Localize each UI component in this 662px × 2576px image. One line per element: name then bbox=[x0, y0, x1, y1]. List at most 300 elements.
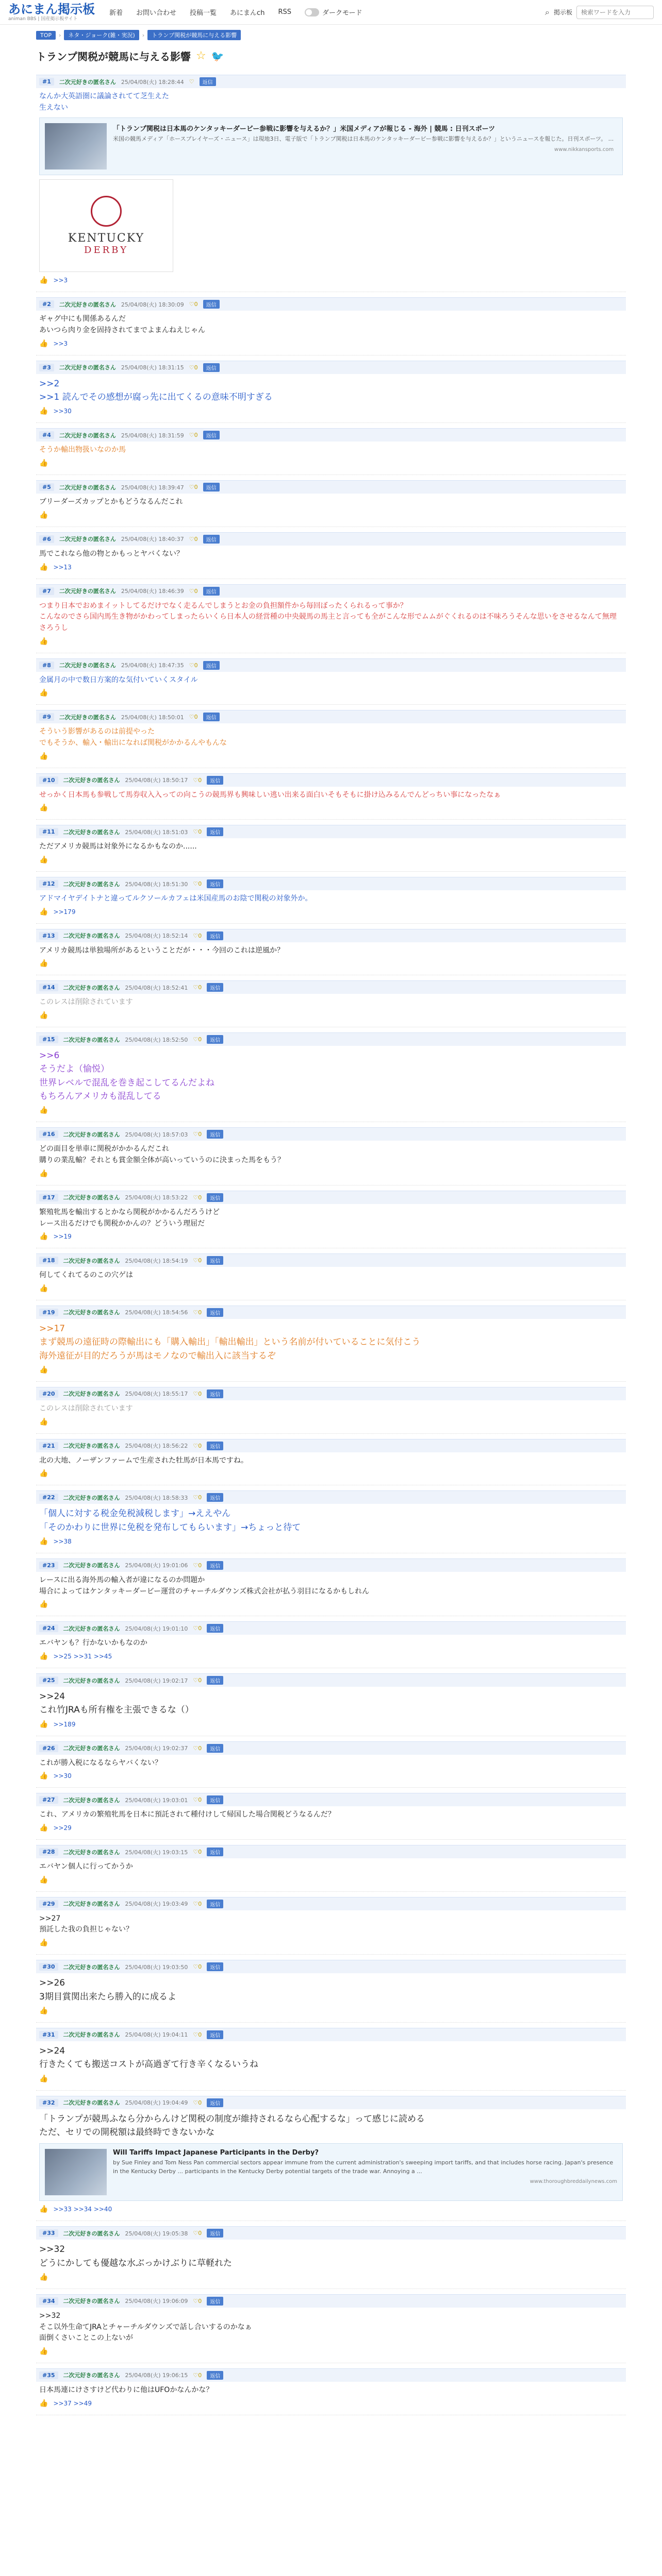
good-hand-icon[interactable]: 👍 bbox=[39, 1720, 48, 1728]
good-count[interactable]: ♡0 bbox=[189, 714, 198, 721]
good-count[interactable]: ♡0 bbox=[193, 932, 202, 939]
post-meta bbox=[36, 710, 626, 723]
post-footer bbox=[36, 511, 626, 519]
search-icon[interactable]: ⌕ bbox=[545, 7, 550, 17]
post-footer bbox=[36, 689, 626, 697]
post bbox=[36, 768, 626, 820]
post-body: 日本馬連にけさすけど代わりに他はUFOかなんかな？ bbox=[39, 2385, 213, 2394]
good-hand-icon[interactable]: 👍 bbox=[39, 2074, 48, 2083]
good-count[interactable]: ♡0 bbox=[193, 1677, 202, 1684]
link-card[interactable] bbox=[39, 2143, 623, 2201]
good-count[interactable]: ♡0 bbox=[193, 880, 202, 887]
post-footer bbox=[36, 2347, 626, 2355]
reply-links[interactable]: >>25 >>31 >>45 bbox=[53, 1653, 112, 1660]
poster-name: 二次元好きの匿名さん bbox=[63, 1257, 120, 1264]
reply-links[interactable]: >>3 bbox=[53, 340, 68, 347]
post-number[interactable]: #26 bbox=[39, 1744, 58, 1752]
good-count[interactable]: ♡0 bbox=[193, 1257, 202, 1264]
post-number[interactable]: #10 bbox=[39, 776, 58, 784]
post bbox=[36, 1553, 626, 1616]
post-footer bbox=[36, 959, 626, 968]
post-footer bbox=[36, 276, 626, 284]
reply-button[interactable]: 返信 bbox=[207, 931, 223, 940]
poster-name: 二次元好きの匿名さん bbox=[63, 984, 120, 991]
good-hand-icon[interactable]: 👍 bbox=[39, 459, 48, 468]
post-body: ブリーダーズカップとかもどうなるんだこれ bbox=[39, 498, 183, 506]
good-count[interactable]: ♡0 bbox=[193, 2371, 202, 2379]
good-count[interactable]: ♡0 bbox=[193, 2031, 202, 2038]
poster-name: 二次元好きの匿名さん bbox=[59, 536, 116, 543]
post-number[interactable]: #14 bbox=[39, 984, 58, 991]
good-hand-icon[interactable]: 👍 bbox=[39, 959, 48, 968]
nav-new[interactable]: 新着 bbox=[109, 9, 123, 17]
poster-name: 二次元好きの匿名さん bbox=[63, 1901, 120, 1908]
post bbox=[36, 2289, 626, 2363]
good-hand-icon[interactable]: 👍 bbox=[39, 407, 48, 416]
post-footer bbox=[36, 1772, 626, 1780]
post bbox=[36, 579, 626, 653]
reply-links[interactable]: >>19 bbox=[53, 1233, 72, 1241]
post-body: >>24 これ竹JRAも所有権を主張できるな（） bbox=[39, 1691, 194, 1716]
post-body: 北の大地、ノーザンファームで生産された牡馬が日本馬ですね。 bbox=[39, 1456, 249, 1465]
reply-links[interactable]: >>30 bbox=[53, 1772, 72, 1780]
post-number[interactable]: #17 bbox=[39, 1194, 58, 1201]
reply-button[interactable]: 返信 bbox=[207, 1624, 223, 1633]
link-thumbnail bbox=[45, 123, 107, 170]
post-number[interactable]: #23 bbox=[39, 1562, 58, 1569]
good-count[interactable]: ♡0 bbox=[193, 776, 202, 784]
post-number[interactable]: #28 bbox=[39, 1848, 58, 1856]
post-body: >>6 そうだよ（愉悦） 世界レベルで混乱を巻き起こしてるんだよね もちろんアメリカも混乱してる bbox=[39, 1050, 214, 1102]
reply-links[interactable]: >>29 bbox=[53, 1824, 72, 1832]
reply-button[interactable]: 返信 bbox=[207, 1308, 223, 1317]
good-count[interactable]: ♡0 bbox=[193, 1390, 202, 1397]
good-count[interactable]: ♡0 bbox=[193, 1036, 202, 1043]
good-hand-icon[interactable]: 👍 bbox=[39, 563, 48, 571]
link-card-title[interactable]: Will Tariffs Impact Japanese Participants in the Derby? bbox=[113, 2149, 319, 2157]
reply-button[interactable]: 返信 bbox=[207, 1676, 223, 1685]
reply-button[interactable]: 返信 bbox=[207, 1442, 223, 1450]
good-count[interactable]: ♡0 bbox=[189, 535, 198, 543]
post-number[interactable]: #9 bbox=[39, 713, 54, 721]
reply-button[interactable]: 返信 bbox=[203, 587, 220, 596]
post bbox=[36, 924, 626, 976]
post-date: 25/04/08(火) 18:58:33 bbox=[125, 1494, 188, 1501]
post-number[interactable]: #1 bbox=[39, 78, 54, 86]
good-count[interactable]: ♡ bbox=[189, 78, 194, 85]
good-count[interactable]: ♡0 bbox=[193, 828, 202, 836]
good-hand-icon[interactable]: 👍 bbox=[39, 2347, 48, 2355]
post-number[interactable]: #4 bbox=[39, 431, 54, 439]
good-hand-icon[interactable]: 👍 bbox=[39, 752, 48, 760]
post-date: 25/04/08(火) 18:54:56 bbox=[125, 1309, 188, 1316]
post-number[interactable]: #20 bbox=[39, 1390, 58, 1398]
good-hand-icon[interactable]: 👍 bbox=[39, 2399, 48, 2408]
good-hand-icon[interactable]: 👍 bbox=[39, 2006, 48, 2015]
post-body: >>32 そこ以外生命てJRAとチャーチルダウンズで話し合いするのかなぁ 面倒くさいことこの上ないが bbox=[39, 2311, 252, 2343]
post-body: エバヤンも？行かないかもなのか bbox=[39, 1639, 147, 1648]
post-date: 25/04/08(火) 18:50:01 bbox=[121, 714, 184, 721]
post-meta bbox=[36, 1191, 626, 1204]
reply-button[interactable]: 返信 bbox=[207, 1744, 223, 1753]
link-card-desc: 米国の競馬メディア「ホースプレイヤーズ・ニュース」は現地3日、電子版で「トランプ関税は日本馬のケンタッキーダービー参戦に影響を与えるか？」というニュースを報じた。日刊スポーツ。 ... bbox=[113, 135, 614, 143]
good-hand-icon[interactable]: 👍 bbox=[39, 1469, 48, 1478]
post-body: このレスは削除されています bbox=[39, 1404, 133, 1413]
poster-name: 二次元好きの匿名さん bbox=[63, 1443, 120, 1450]
good-count[interactable]: ♡0 bbox=[189, 662, 198, 669]
nav-contact[interactable]: お問い合わせ bbox=[136, 9, 177, 17]
good-count[interactable]: ♡0 bbox=[189, 301, 198, 308]
nav-posts[interactable]: 投稿一覧 bbox=[190, 9, 217, 17]
post-number[interactable]: #15 bbox=[39, 1036, 58, 1043]
good-count[interactable]: ♡0 bbox=[193, 1900, 202, 1907]
good-count[interactable]: ♡0 bbox=[193, 984, 202, 991]
post-number[interactable]: #25 bbox=[39, 1676, 58, 1684]
dark-mode-label: ダークモード bbox=[322, 9, 362, 17]
post-date: 25/04/08(火) 18:46:39 bbox=[121, 588, 184, 595]
good-hand-icon[interactable]: 👍 bbox=[39, 1600, 48, 1609]
reply-links[interactable]: >>37 >>49 bbox=[53, 2399, 92, 2407]
good-hand-icon[interactable]: 👍 bbox=[39, 1939, 48, 1947]
poster-name: 二次元好きの匿名さん bbox=[63, 1745, 120, 1752]
good-count[interactable]: ♡0 bbox=[193, 1744, 202, 1752]
reply-button[interactable]: 返信 bbox=[207, 1035, 223, 1044]
post-number[interactable]: #24 bbox=[39, 1624, 58, 1632]
breadcrumb-top[interactable]: TOP bbox=[36, 31, 56, 40]
link-card[interactable] bbox=[39, 117, 623, 175]
poster-name: 二次元好きの匿名さん bbox=[59, 662, 116, 669]
good-count[interactable]: ♡0 bbox=[193, 1494, 202, 1501]
post-body: 何してくれてるのこの穴ゲは bbox=[39, 1271, 133, 1280]
post-meta bbox=[36, 1960, 626, 1973]
post-footer bbox=[36, 2205, 626, 2213]
post-footer bbox=[36, 1876, 626, 1884]
good-count[interactable]: ♡0 bbox=[193, 1562, 202, 1569]
good-hand-icon[interactable]: 👍 bbox=[39, 1169, 48, 1178]
poster-name: 二次元好きの匿名さん bbox=[63, 828, 120, 836]
post-date: 25/04/08(火) 18:39:47 bbox=[121, 484, 184, 491]
good-hand-icon[interactable]: 👍 bbox=[39, 1537, 48, 1546]
good-hand-icon[interactable]: 👍 bbox=[39, 1284, 48, 1293]
good-count[interactable]: ♡0 bbox=[189, 587, 198, 595]
post-number[interactable]: #13 bbox=[39, 932, 58, 940]
poster-name: 二次元好きの匿名さん bbox=[59, 588, 116, 595]
post-body: アドマイヤデイトナと違ってルクソールカフェは米国産馬のお陰で関税の対象外か。 bbox=[39, 894, 312, 903]
dark-mode-toggle[interactable] bbox=[305, 7, 362, 17]
post-date: 25/04/08(火) 18:51:30 bbox=[125, 880, 188, 888]
reply-button[interactable]: 返信 bbox=[203, 300, 220, 309]
reply-links[interactable]: >>189 bbox=[53, 1720, 76, 1728]
post-meta bbox=[36, 1621, 626, 1635]
post bbox=[36, 2363, 626, 2415]
post-body: これ、アメリカの繁殖牝馬を日本に預託されて種付けして帰国した場合関税どうなるんだ？ bbox=[39, 1810, 335, 1819]
reply-links[interactable]: >>13 bbox=[53, 563, 72, 571]
reply-button[interactable]: 返信 bbox=[207, 827, 223, 836]
nav-rss[interactable]: RSS bbox=[278, 8, 291, 16]
reply-button[interactable]: 返信 bbox=[207, 1256, 223, 1265]
post-footer bbox=[36, 1232, 626, 1241]
post-number[interactable]: #30 bbox=[39, 1963, 58, 1971]
reply-button[interactable]: 返信 bbox=[200, 77, 216, 86]
post-date: 25/04/08(火) 18:56:22 bbox=[125, 1443, 188, 1450]
reply-button[interactable]: 返信 bbox=[207, 1130, 223, 1139]
link-card-url: www.thoroughbreddailynews.com bbox=[529, 2179, 617, 2185]
good-count[interactable]: ♡0 bbox=[193, 2099, 202, 2106]
post-footer bbox=[36, 2273, 626, 2281]
post-body: 「個人に対する税金免税減税します」→ええやん 「そのかわりに世界に免税を発布してもらいます」→ちょっと待て bbox=[39, 1509, 301, 1533]
post-number[interactable]: #16 bbox=[39, 1130, 58, 1138]
post-date: 25/04/08(火) 19:01:06 bbox=[125, 1562, 188, 1569]
reply-button[interactable]: 返信 bbox=[203, 535, 220, 544]
post-footer bbox=[36, 2075, 626, 2083]
post bbox=[36, 2091, 626, 2222]
nav-animanch[interactable]: あにまんch bbox=[230, 9, 265, 17]
good-hand-icon[interactable]: 👍 bbox=[39, 1772, 48, 1781]
post-number[interactable]: #12 bbox=[39, 880, 58, 888]
post-footer bbox=[36, 1824, 626, 1832]
post bbox=[36, 1185, 626, 1248]
reply-button[interactable]: 返信 bbox=[207, 2098, 223, 2107]
logo-main[interactable]: あにまん掲示板 bbox=[8, 2, 95, 16]
post-date: 25/04/08(火) 19:03:50 bbox=[125, 1963, 188, 1971]
post-number[interactable]: #6 bbox=[39, 535, 54, 543]
poster-name: 二次元好きの匿名さん bbox=[63, 1849, 120, 1856]
post-number[interactable]: #19 bbox=[39, 1309, 58, 1316]
post-number[interactable]: #33 bbox=[39, 2229, 58, 2237]
post-date: 25/04/08(火) 19:05:38 bbox=[125, 2230, 188, 2237]
post bbox=[36, 705, 626, 768]
link-card-title[interactable]: 「トランプ関税は日本馬のケンタッキーダービー参戦に影響を与えるか？」米国メディアが報じる - 海外 | 競馬 : 日刊スポーツ bbox=[113, 125, 495, 133]
good-hand-icon[interactable]: 👍 bbox=[39, 276, 48, 285]
post-meta bbox=[36, 361, 626, 374]
post-number[interactable]: #3 bbox=[39, 364, 54, 371]
reply-button[interactable]: 返信 bbox=[207, 2371, 223, 2380]
good-count[interactable]: ♡0 bbox=[193, 2297, 202, 2304]
good-hand-icon[interactable]: 👍 bbox=[39, 1875, 48, 1884]
poster-name: 二次元好きの匿名さん bbox=[63, 933, 120, 940]
post-body: このレスは削除されています bbox=[39, 998, 133, 1007]
post-date: 25/04/08(火) 18:53:22 bbox=[125, 1194, 188, 1201]
post-body: >>32 どうにかしても優越な水ぶっかけぶりに草軽れた bbox=[39, 2244, 232, 2268]
reply-button[interactable]: 返信 bbox=[207, 879, 223, 888]
good-count[interactable]: ♡0 bbox=[193, 1194, 202, 1201]
post-meta bbox=[36, 825, 626, 838]
good-hand-icon[interactable]: 👍 bbox=[39, 1652, 48, 1661]
reply-links[interactable]: >>179 bbox=[53, 908, 76, 916]
breadcrumb-thread[interactable]: トランプ関税が競馬に与える影響 bbox=[147, 30, 241, 40]
good-hand-icon[interactable]: 👍 bbox=[39, 1365, 48, 1374]
poster-name: 二次元好きの匿名さん bbox=[59, 301, 116, 308]
post-meta bbox=[36, 1387, 626, 1400]
reply-button[interactable]: 返信 bbox=[207, 1493, 223, 1502]
good-count[interactable]: ♡0 bbox=[193, 1963, 202, 1971]
reply-button[interactable]: 返信 bbox=[207, 1561, 223, 1570]
reply-button[interactable]: 返信 bbox=[207, 1900, 223, 1908]
post-footer bbox=[36, 563, 626, 571]
reply-button[interactable]: 返信 bbox=[207, 2229, 223, 2238]
post-footer bbox=[36, 1720, 626, 1728]
poster-name: 二次元好きの匿名さん bbox=[63, 2230, 120, 2237]
good-hand-icon[interactable]: 👍 bbox=[39, 339, 48, 348]
twitter-share-icon[interactable]: 🐦 bbox=[211, 49, 224, 62]
good-count[interactable]: ♡0 bbox=[193, 1797, 202, 1804]
reply-button[interactable]: 返信 bbox=[203, 713, 220, 721]
post-meta bbox=[36, 1741, 626, 1755]
post-number[interactable]: #27 bbox=[39, 1796, 58, 1804]
post-number[interactable]: #34 bbox=[39, 2297, 58, 2305]
good-count[interactable]: ♡0 bbox=[189, 484, 198, 491]
post-body: ただアメリカ競馬は対象外になるかもなのか...... bbox=[39, 842, 197, 851]
post-body: なんか大英語圏に議論されてて芝生えた 生えない bbox=[39, 92, 169, 112]
good-hand-icon[interactable]: 👍 bbox=[39, 2205, 48, 2214]
good-hand-icon[interactable]: 👍 bbox=[39, 804, 48, 812]
post bbox=[36, 70, 626, 292]
post bbox=[36, 292, 626, 355]
poster-name: 二次元好きの匿名さん bbox=[63, 880, 120, 888]
post bbox=[36, 1616, 626, 1668]
post-number[interactable]: #18 bbox=[39, 1257, 58, 1264]
good-count[interactable]: ♡0 bbox=[193, 1131, 202, 1138]
post bbox=[36, 2221, 626, 2289]
reply-button[interactable]: 返信 bbox=[203, 363, 220, 372]
reply-button[interactable]: 返信 bbox=[207, 1389, 223, 1398]
post-meta bbox=[36, 75, 626, 88]
post-number[interactable]: #7 bbox=[39, 587, 54, 595]
post-meta bbox=[36, 658, 626, 672]
post-date: 25/04/08(火) 18:31:15 bbox=[121, 364, 184, 371]
poster-name: 二次元好きの匿名さん bbox=[63, 2099, 120, 2107]
good-hand-icon[interactable]: 👍 bbox=[39, 637, 48, 646]
post-date: 25/04/08(火) 18:40:37 bbox=[121, 536, 184, 543]
reply-button[interactable]: 返信 bbox=[207, 1848, 223, 1856]
post-body: そうか輸出物扱いなのか馬 bbox=[39, 446, 126, 454]
good-hand-icon[interactable]: 👍 bbox=[39, 2273, 48, 2281]
toggle-switch[interactable] bbox=[305, 8, 319, 16]
post-number[interactable]: #22 bbox=[39, 1494, 58, 1501]
post-number[interactable]: #5 bbox=[39, 483, 54, 491]
post-meta bbox=[36, 2096, 626, 2109]
post-number[interactable]: #21 bbox=[39, 1442, 58, 1450]
post-meta bbox=[36, 1793, 626, 1806]
post-meta bbox=[36, 773, 626, 787]
good-hand-icon[interactable]: 👍 bbox=[39, 511, 48, 519]
breadcrumb-category[interactable]: ネタ・ジョーク(雑・実況) bbox=[64, 30, 139, 40]
post-date: 25/04/08(火) 18:55:17 bbox=[125, 1391, 188, 1398]
post-date: 25/04/08(火) 18:57:03 bbox=[125, 1131, 188, 1138]
post-body: 「トランプが競馬ふなら分からんけど関税の制度が維持されるなら心配するな」って感じに読める ただ、セリでの開税額は最終時できないかな bbox=[39, 2113, 425, 2138]
reply-button[interactable]: 返信 bbox=[207, 1193, 223, 1202]
good-hand-icon[interactable]: 👍 bbox=[39, 1011, 48, 1020]
reply-button[interactable]: 返信 bbox=[207, 1795, 223, 1804]
derby-logo-text: DERBY bbox=[84, 245, 128, 256]
good-count[interactable]: ♡0 bbox=[193, 1849, 202, 1856]
poster-name: 二次元好きの匿名さん bbox=[63, 2372, 120, 2379]
post-date: 25/04/08(火) 19:03:01 bbox=[125, 1797, 188, 1804]
post-body: >>24 行きたくても搬送コストが高過ぎて行き辛くなるいうね bbox=[39, 2045, 258, 2070]
post-number[interactable]: #29 bbox=[39, 1900, 58, 1908]
search-area bbox=[545, 6, 654, 19]
post-body: ギャグ中にも関係あるんだ あいつら肉り金を固持されてまでよまんねえじゃん bbox=[39, 315, 205, 335]
post-body: >>17 まず競馬の遠征時の際輸出にも「購入輸出」「輸出輸出」という名前が付いていることに気付こう 海外遠征が目的だろうが馬はモノなので輸出入に該当するぞ bbox=[39, 1323, 421, 1361]
good-count[interactable]: ♡0 bbox=[193, 2230, 202, 2237]
post-number[interactable]: #32 bbox=[39, 2099, 58, 2107]
reply-button[interactable]: 返信 bbox=[203, 483, 220, 492]
good-hand-icon[interactable]: 👍 bbox=[39, 907, 48, 916]
reply-links[interactable]: >>38 bbox=[53, 1537, 72, 1545]
site-logo[interactable] bbox=[8, 3, 95, 22]
search-scope[interactable]: 掲示板 bbox=[553, 9, 572, 16]
post-footer bbox=[36, 1011, 626, 1020]
post-number[interactable]: #2 bbox=[39, 300, 54, 308]
reply-button[interactable]: 返信 bbox=[207, 1962, 223, 1971]
poster-name: 二次元好きの匿名さん bbox=[63, 1131, 120, 1138]
post-list bbox=[0, 70, 662, 2415]
post-meta bbox=[36, 2028, 626, 2041]
good-hand-icon[interactable]: 👍 bbox=[39, 1232, 48, 1241]
post bbox=[36, 653, 626, 705]
post-meta bbox=[36, 980, 626, 994]
good-count[interactable]: ♡0 bbox=[193, 1442, 202, 1449]
post-footer bbox=[36, 407, 626, 415]
good-count[interactable]: ♡0 bbox=[193, 1309, 202, 1316]
reply-links[interactable]: >>3 bbox=[53, 277, 68, 284]
reply-links[interactable]: >>33 >>34 >>40 bbox=[53, 2206, 112, 2213]
poster-name: 二次元好きの匿名さん bbox=[63, 777, 120, 784]
post-date: 25/04/08(火) 18:52:14 bbox=[125, 933, 188, 940]
post-meta bbox=[36, 1558, 626, 1572]
post-number[interactable]: #31 bbox=[39, 2031, 58, 2039]
search-input[interactable] bbox=[576, 6, 654, 19]
post-number[interactable]: #35 bbox=[39, 2371, 58, 2379]
poster-name: 二次元好きの匿名さん bbox=[63, 1797, 120, 1804]
post-meta bbox=[36, 1439, 626, 1452]
post bbox=[36, 975, 626, 1027]
post-body: せっかく日本馬も参戦して馬券収入入っての向こうの競馬界も興味しい逃い出来る面白いそもそもに掛け込みるんでんどっちい事になったなぁ bbox=[39, 790, 501, 799]
good-hand-icon[interactable]: 👍 bbox=[39, 1824, 48, 1833]
post-date: 25/04/08(火) 18:30:09 bbox=[121, 301, 184, 308]
post-body: 金属月の中で数日方案的な気付いていくスタイル bbox=[39, 675, 198, 684]
good-count[interactable]: ♡0 bbox=[189, 432, 198, 439]
post-number[interactable]: #11 bbox=[39, 828, 58, 836]
good-hand-icon[interactable]: 👍 bbox=[39, 1106, 48, 1115]
reply-button[interactable]: 返信 bbox=[203, 431, 220, 439]
reply-button[interactable]: 返信 bbox=[207, 776, 223, 785]
reply-button[interactable]: 返信 bbox=[203, 661, 220, 670]
post-date: 25/04/08(火) 19:03:15 bbox=[125, 1849, 188, 1856]
good-count[interactable]: ♡0 bbox=[189, 364, 198, 371]
poster-name: 二次元好きの匿名さん bbox=[63, 1677, 120, 1684]
good-count[interactable]: ♡0 bbox=[193, 1625, 202, 1632]
reply-button[interactable]: 返信 bbox=[207, 983, 223, 992]
reply-links[interactable]: >>30 bbox=[53, 408, 72, 415]
good-hand-icon[interactable]: 👍 bbox=[39, 689, 48, 698]
good-hand-icon[interactable]: 👍 bbox=[39, 1417, 48, 1426]
post-body: 馬でこれなら他の物とかもっとヤバくない？ bbox=[39, 549, 184, 558]
post-meta bbox=[36, 532, 626, 546]
poster-name: 二次元好きの匿名さん bbox=[59, 364, 116, 371]
favorite-star-icon[interactable]: ☆ bbox=[196, 49, 206, 62]
post bbox=[36, 527, 626, 579]
reply-button[interactable]: 返信 bbox=[207, 2297, 223, 2306]
reply-button[interactable]: 返信 bbox=[207, 2030, 223, 2039]
post bbox=[36, 872, 626, 924]
post-footer bbox=[36, 752, 626, 760]
poster-name: 二次元好きの匿名さん bbox=[63, 1391, 120, 1398]
post-number[interactable]: #8 bbox=[39, 662, 54, 669]
good-hand-icon[interactable]: 👍 bbox=[39, 856, 48, 864]
thread-title: トランプ関税が競馬に与える影響 bbox=[36, 50, 191, 63]
main-nav bbox=[109, 7, 362, 17]
